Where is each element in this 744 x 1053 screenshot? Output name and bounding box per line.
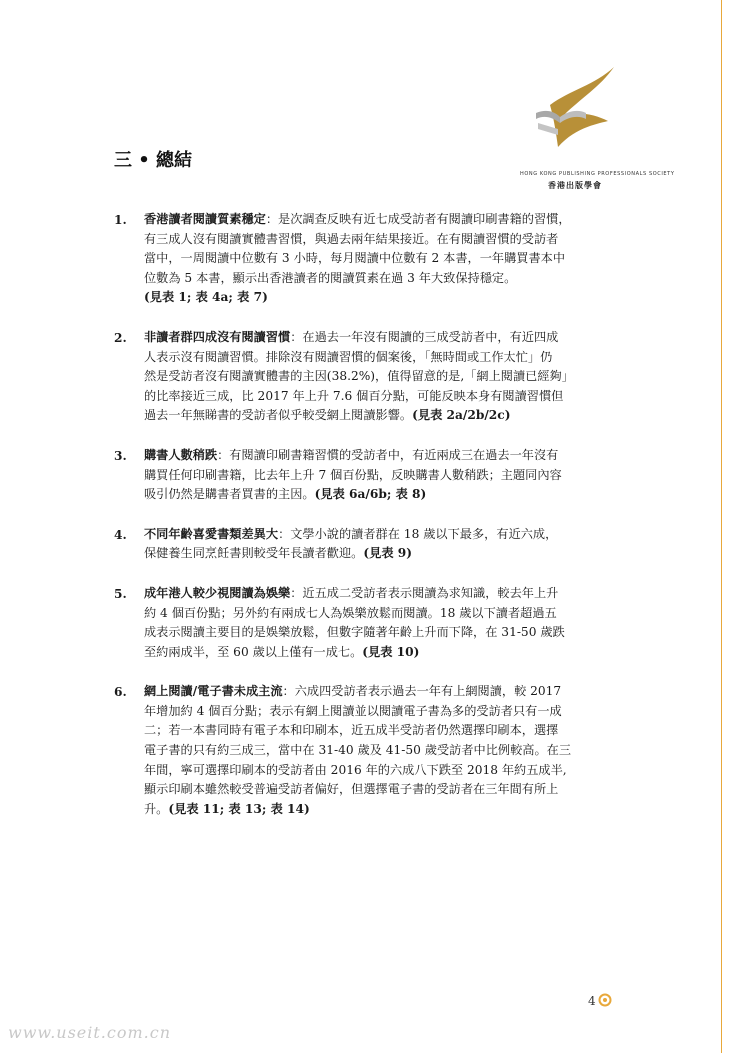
summary-item: [114, 210, 626, 308]
item-text: 成表示閱讀主要目的是娛樂放鬆，但數字隨著年齡上升而下降，在 31-50 歲跌: [144, 625, 565, 640]
item-table-reference: (見表 6a/6b; 表 8): [314, 487, 427, 502]
item-line: [144, 446, 626, 466]
item-line: [144, 604, 626, 624]
item-text: 過去一年無睇書的受訪者似乎較受網上閱讀影響。: [144, 408, 413, 423]
target-circle-icon: [598, 993, 612, 1007]
item-line: [144, 387, 626, 407]
item-text: 至約兩成半，至 60 歲以上僅有一成七。: [144, 644, 363, 659]
item-line: [144, 466, 626, 486]
item-line: [144, 800, 626, 820]
item-line: [144, 544, 626, 564]
item-text: ：近五成二受訪者表示閱讀為求知識，較去年上升: [290, 585, 559, 600]
item-line: [144, 328, 626, 348]
item-text: ：有閱讀印刷書籍習慣的受訪者中，有近兩成三在過去一年沒有: [217, 447, 559, 462]
item-table-reference: (見表 9): [363, 546, 413, 561]
item-table-reference: (見表 2a/2b/2c): [412, 408, 511, 423]
item-text: 然是受訪者沒有閱讀實體書的主因(38.2%)，值得留意的是,「網上閱讀已經夠」: [144, 369, 574, 384]
item-heading: 購書人數稍跌: [144, 447, 218, 462]
item-heading: 網上閱讀/電子書未成主流: [144, 684, 283, 699]
item-text: 的比率接近三成，比 2017 年上升 7.6 個百分點，可能反映本身有閱讀習慣但: [144, 388, 564, 403]
summary-item: [114, 328, 626, 426]
item-table-reference: (見表 10): [362, 644, 420, 659]
section-title: 三 • 總結: [114, 150, 193, 171]
item-line: [144, 584, 626, 604]
item-text: 年間，寧可選擇印刷本的受訪者由 2016 年的六成八下跌至 2018 年約五成半,: [144, 762, 567, 777]
summary-item: [114, 682, 626, 819]
summary-list: [114, 210, 626, 839]
summary-item: [114, 525, 626, 564]
item-text: 位數為 5 本書，顯示出香港讀者的閱讀質素在過 3 年大致保持穩定。: [144, 270, 517, 285]
summary-item: [114, 446, 626, 505]
item-line: [144, 741, 626, 761]
item-text: ：文學小說的讀者群在 18 歲以下最多，有近六成，: [278, 526, 558, 541]
item-text: 購買任何印刷書籍，比去年上升 7 個百份點，反映購書人數稍跌；主題同內容: [144, 467, 562, 482]
item-text: 升。: [144, 801, 169, 816]
society-name-en: HONG KONG PUBLISHING PROFESSIONALS SOCIETY: [520, 171, 675, 177]
item-number: 3.: [114, 448, 127, 463]
item-table-reference: (見表 1; 表 4a; 表 7): [144, 290, 268, 305]
item-line: [144, 288, 626, 308]
item-text: 當中，一周閱讀中位數有 3 小時，每月閱讀中位數有 2 本書，一年購買書本中: [144, 251, 566, 266]
item-line: [144, 761, 626, 781]
watermark: www.useit.com.cn: [8, 1023, 172, 1042]
society-logo: [520, 55, 675, 190]
item-line: [144, 367, 626, 387]
society-name-zh: 香港出版學會: [548, 181, 602, 190]
item-line: [144, 525, 626, 545]
item-number: 2.: [114, 330, 127, 345]
summary-item: [114, 584, 626, 662]
item-text: 年增加約 4 個百分點；表示有網上閱讀並以閱讀電子書為多的受訪者只有一成: [144, 703, 562, 718]
item-text: 顯示印刷本雖然較受普遍受訪者偏好，但選擇電子書的受訪者在三年間有所上: [144, 782, 559, 797]
page-number: 4: [588, 994, 596, 1008]
item-line: [144, 780, 626, 800]
item-line: [144, 406, 626, 426]
item-heading: 成年港人較少視閱讀為娛樂: [144, 585, 291, 600]
item-text: ：六成四受訪者表示過去一年有上網閱讀，較 2017: [282, 684, 562, 699]
item-heading: 不同年齡喜愛書類差異大: [144, 526, 279, 541]
item-text: 保健養生同烹飪書則較受年長讀者歡迎。: [144, 546, 364, 561]
item-line: [144, 348, 626, 368]
item-number: 1.: [114, 213, 127, 227]
item-text: 電子書的只有約三成三，當中在 31-40 歲及 41-50 歲受訪者中比例較高。在三: [144, 743, 572, 758]
item-number: 4.: [114, 527, 127, 542]
item-number: 5.: [114, 586, 127, 601]
item-heading: 香港讀者閱讀質素穩定: [144, 212, 266, 226]
item-text: 人表示沒有閱讀習慣。排除沒有閱讀習慣的個案後，「無時間或工作太忙」仍: [144, 349, 553, 364]
item-line: [144, 643, 626, 663]
item-line: [144, 230, 626, 250]
item-line: [144, 249, 626, 269]
item-table-reference: (見表 11; 表 13; 表 14): [168, 801, 310, 816]
page-edge-rule: [721, 0, 722, 1053]
item-heading: 非讀者群四成沒有閱讀習慣: [144, 329, 291, 344]
item-line: [144, 623, 626, 643]
book-swoosh-icon: [530, 55, 620, 167]
item-number: 6.: [114, 685, 127, 700]
item-line: [144, 721, 626, 741]
item-line: [144, 210, 626, 230]
item-line: [144, 682, 626, 702]
item-line: [144, 702, 626, 722]
item-text: 有三成人沒有閱讀實體書習慣，與過去兩年結果接近。在有閱讀習慣的受訪者: [144, 231, 559, 246]
item-line: [144, 485, 626, 505]
item-line: [144, 269, 626, 289]
item-text: 約 4 個百份點；另外約有兩成七人為娛樂放鬆而閱讀。18 歲以下讀者超過五: [144, 605, 557, 620]
item-text: 二；若一本書同時有電子本和印刷本，近五成半受訪者仍然選擇印刷本，選擇: [144, 723, 559, 738]
item-text: ：是次調查反映有近七成受訪者有閱讀印刷書籍的習慣，: [265, 212, 571, 226]
item-text: 吸引仍然是購書者買書的主因。: [144, 487, 315, 502]
item-text: ：在過去一年沒有閱讀的三成受訪者中，有近四成: [290, 329, 559, 344]
